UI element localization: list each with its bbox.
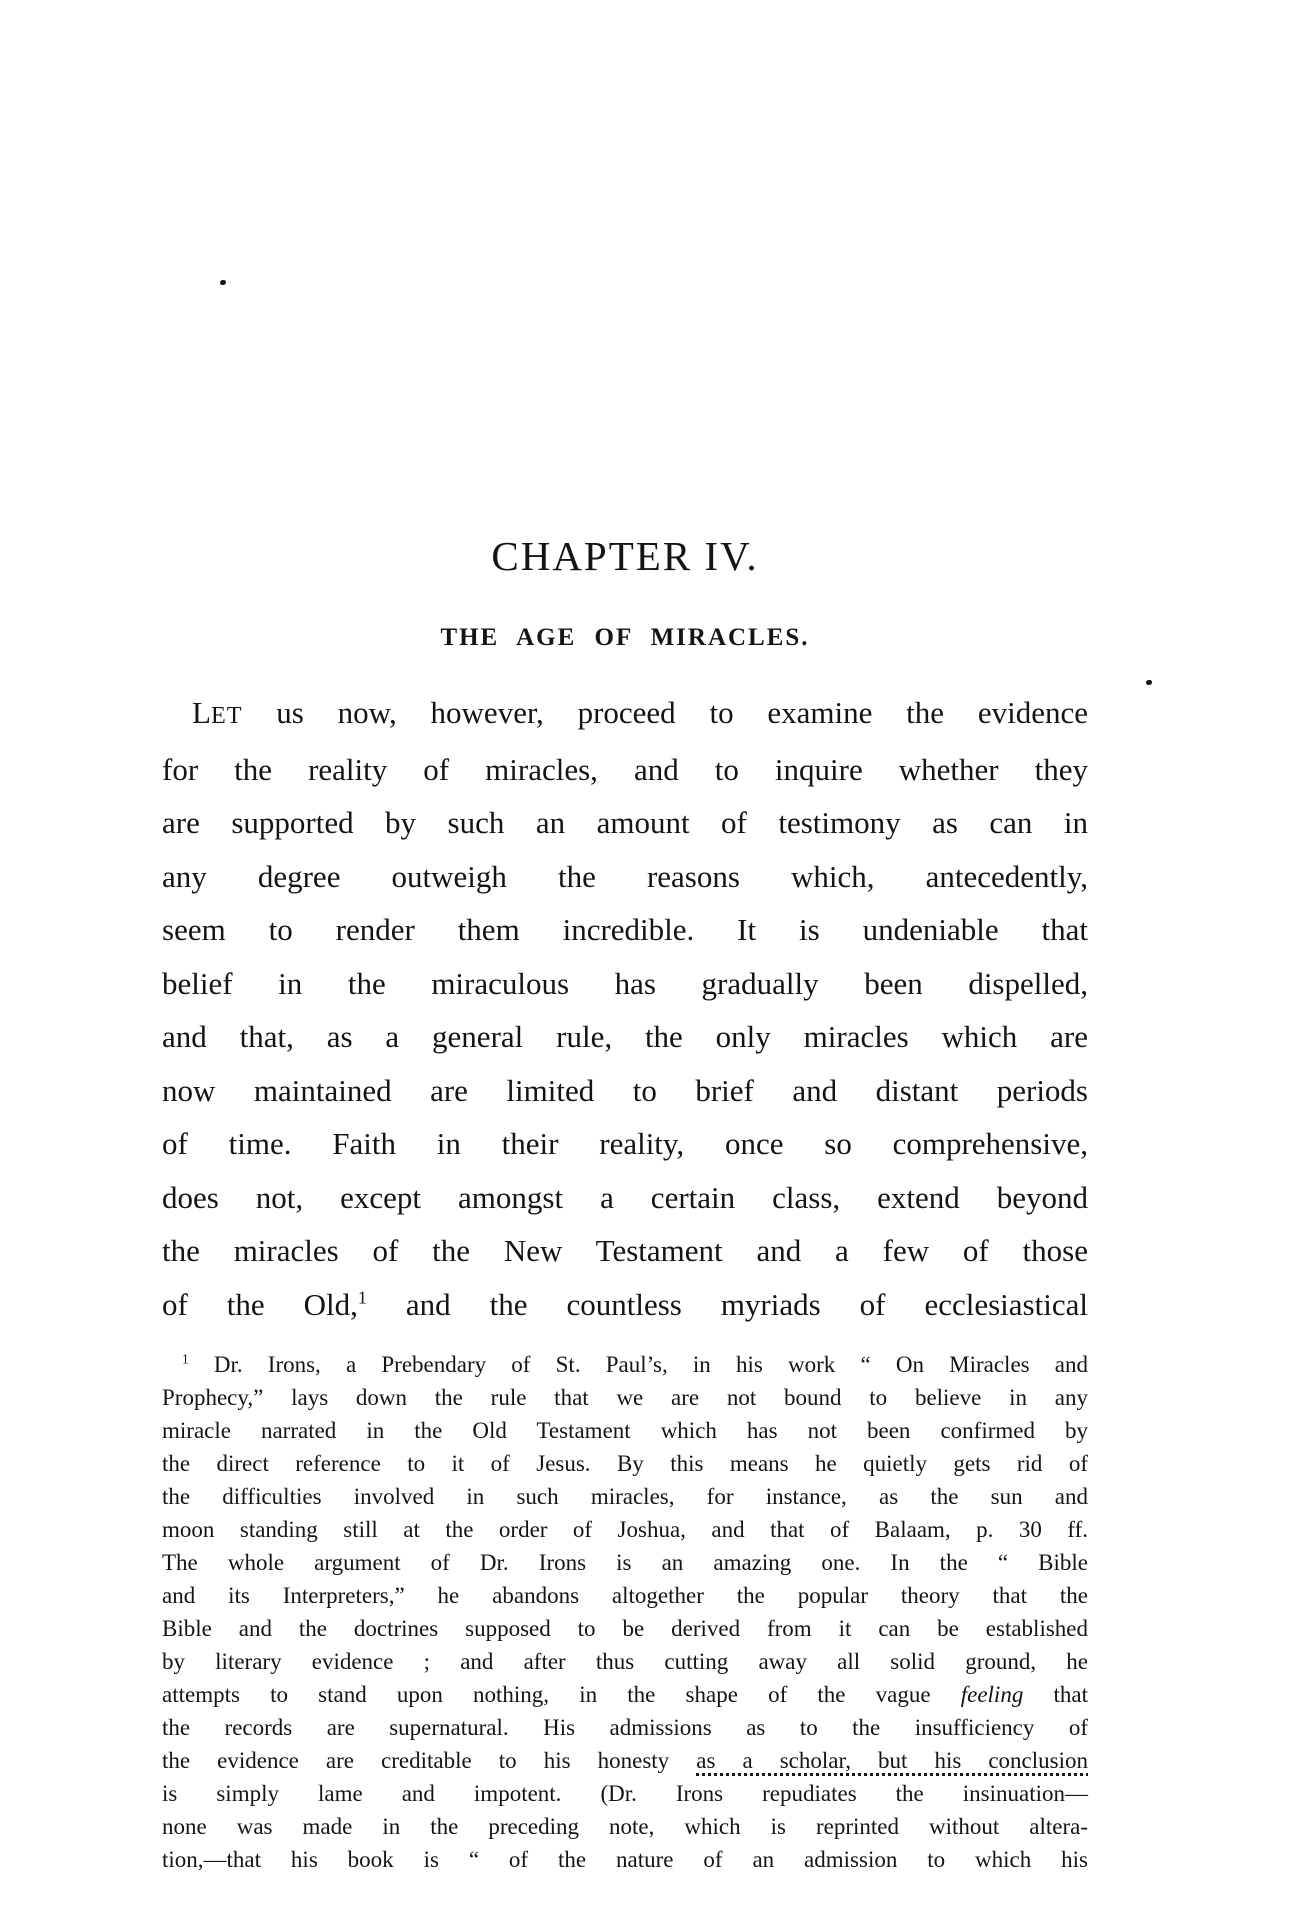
body-line-segment: of the Old,	[162, 1286, 358, 1322]
body-line	[162, 1278, 1088, 1332]
footnote-line-segment: the evidence are creditable to his honesty	[162, 1748, 697, 1773]
body-line	[162, 796, 1088, 850]
footnote-line-segment: 1	[182, 1351, 189, 1367]
body-line	[162, 743, 1088, 797]
body-line	[162, 1224, 1088, 1278]
footnote-line	[162, 1414, 1088, 1447]
footnote-line	[162, 1678, 1088, 1711]
ink-speck	[220, 280, 226, 285]
body-paragraph	[162, 686, 1088, 1331]
footnote-line	[162, 1513, 1088, 1546]
footnote-line-segment: Prophecy,” lays down the rule that we are not bound to believe in any	[162, 1385, 1088, 1410]
footnote-line-segment: is simply lame and impotent. (Dr. Irons repudiates the insinuation—	[162, 1781, 1088, 1806]
footnote-line-segment: Dr. Irons, a Prebendary of St. Paul’s, in his work “ On Miracles and	[188, 1352, 1088, 1377]
body-line-segment: now maintained are limited to brief and distant periods	[162, 1072, 1088, 1108]
footnote-line-segment: as a scholar, but his conclusion	[696, 1748, 1089, 1773]
footnote-line	[162, 1744, 1088, 1777]
footnote-line-segment: that	[1023, 1682, 1088, 1707]
body-line	[162, 1171, 1088, 1225]
footnote-line	[162, 1645, 1088, 1678]
body-line-segment: are supported by such an amount of testimony as can in	[162, 805, 1088, 840]
body-line-segment: seem to render them incredible. It is undeniable that	[162, 912, 1088, 947]
footnote-line	[162, 1777, 1088, 1810]
body-line-segment: us now, however, proceed to examine the evidence	[242, 695, 1088, 730]
body-line-segment: 1	[357, 1287, 367, 1308]
footnote-line-segment: the direct reference to it of Jesus. By this means he quietly gets rid of	[162, 1451, 1088, 1476]
footnote-line-segment: feeling	[960, 1682, 1024, 1707]
footnote-line-segment: Bible and the doctrines supposed to be derived from it can be established	[162, 1616, 1088, 1641]
footnote-line	[162, 1348, 1088, 1381]
footnote-line	[162, 1810, 1088, 1843]
chapter-subtitle: THE AGE OF MIRACLES.	[440, 624, 810, 651]
body-line-segment: and the countless myriads of ecclesiastical	[366, 1286, 1088, 1322]
footnote	[162, 1348, 1088, 1876]
footnote-line	[162, 1843, 1088, 1876]
body-line-segment: ET	[210, 702, 243, 729]
footnote-line-segment: by literary evidence ; and after thus cutting away all solid ground, he	[162, 1649, 1088, 1674]
ink-speck	[1146, 680, 1152, 685]
body-line-segment: any degree outweigh the reasons which, antecedently,	[162, 858, 1088, 894]
footnote-line-segment: miracle narrated in the Old Testament which has not been confirmed by	[162, 1418, 1088, 1443]
body-line-segment: for the reality of miracles, and to inquire whether they	[162, 751, 1088, 787]
footnote-line-segment: tion,—that his book is “ of the nature of an admission to which his	[162, 1847, 1088, 1872]
footnote-line-segment: moon standing still at the order of Joshua, and that of Balaam, p. 30 ff.	[162, 1517, 1088, 1542]
body-line-segment: does not, except amongst a certain class, extend beyond	[162, 1179, 1088, 1215]
footnote-line-segment: and its Interpreters,” he abandons altogether the popular theory that the	[162, 1583, 1088, 1608]
footnote-line-segment: attempts to stand upon nothing, in the shape of the vague	[162, 1682, 961, 1707]
footnote-line	[162, 1546, 1088, 1579]
footnote-line-segment: The whole argument of Dr. Irons is an amazing one. In the “ Bible	[162, 1550, 1088, 1575]
body-line-segment: the miracles of the New Testament and a few of those	[162, 1233, 1088, 1268]
footnote-line	[162, 1612, 1088, 1645]
footnote-line	[162, 1447, 1088, 1480]
body-line-segment: and that, as a general rule, the only miracles which are	[162, 1019, 1088, 1054]
body-line	[162, 850, 1088, 904]
body-line-segment: of time. Faith in their reality, once so comprehensive,	[162, 1126, 1088, 1161]
footnote-line-segment: the difficulties involved in such miracles, for instance, as the sun and	[162, 1484, 1088, 1509]
body-line	[162, 686, 1088, 743]
footnote-line	[162, 1480, 1088, 1513]
body-line	[162, 1010, 1088, 1064]
body-line	[162, 903, 1088, 957]
body-line-segment: belief in the miraculous has gradually been dispelled,	[162, 965, 1088, 1001]
footnote-line	[162, 1579, 1088, 1612]
body-line-segment: L	[192, 695, 211, 730]
footnote-line	[162, 1381, 1088, 1414]
body-line	[162, 1064, 1088, 1118]
body-line	[162, 1117, 1088, 1171]
body-line	[162, 957, 1088, 1011]
footnote-line-segment: the records are supernatural. His admissions as to the insufficiency of	[162, 1715, 1088, 1740]
footnote-line	[162, 1711, 1088, 1744]
chapter-heading: CHAPTER IV.	[491, 533, 759, 579]
footnote-line-segment: none was made in the preceding note, which is reprinted without altera-	[162, 1814, 1088, 1839]
